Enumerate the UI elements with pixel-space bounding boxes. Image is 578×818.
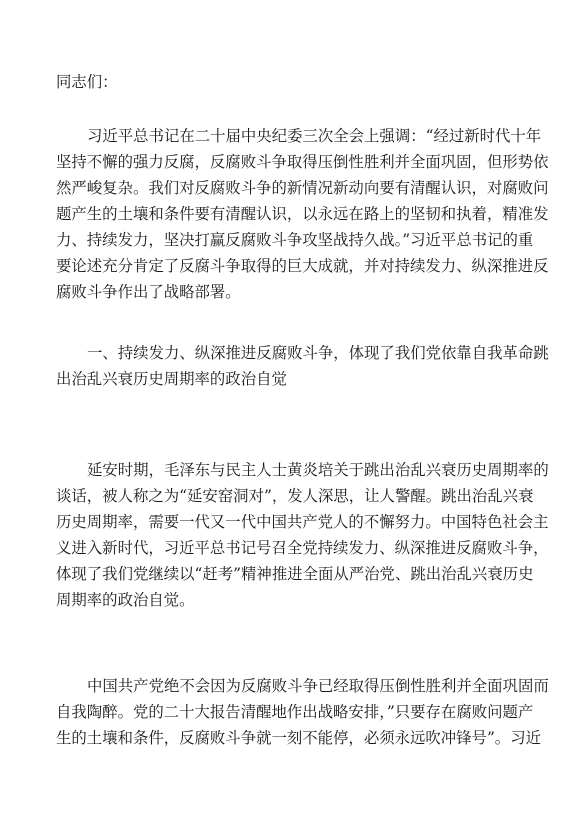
salutation-text: 同志们： bbox=[56, 73, 118, 91]
paragraph-1-line: 然严峻复杂。我们对反腐败斗争的新情况新动向要有清醒认识，对腐败问 bbox=[56, 179, 549, 197]
paragraph-2-line: 周期率的政治自觉。 bbox=[56, 591, 195, 609]
paragraph-1-line: 要论述充分肯定了反腐斗争取得的巨大成就，并对持续发力、纵深推进反 bbox=[56, 257, 549, 275]
section-heading-1-line: 一、持续发力、纵深推进反腐败斗争，体现了我们党依靠自我革命跳 bbox=[87, 344, 549, 362]
paragraph-3 bbox=[56, 673, 549, 751]
paragraph-2-line: 谈话，被人称之为“延安窑洞对”，发人深思，让人警醒。跳出治乱兴衰 bbox=[56, 487, 534, 505]
paragraph-2-line: 义进入新时代，习近平总书记号召全党持续发力、纵深推进反腐败斗争， bbox=[56, 539, 549, 557]
paragraph-3-line: 生的土壤和条件，反腐败斗争就一刻不能停，必须永远吹冲锋号”。习近 bbox=[56, 729, 541, 747]
section-heading-1 bbox=[56, 340, 549, 392]
paragraph-2 bbox=[56, 457, 549, 613]
section-heading-1-line: 出治乱兴衰历史周期率的政治自觉 bbox=[56, 370, 287, 388]
paragraph-1-line: 题产生的土壤和条件要有清醒认识，以永远在路上的坚韧和执着，精准发 bbox=[56, 205, 549, 223]
paragraph-1-line: 坚持不懈的强力反腐，反腐败斗争取得压倒性胜利并全面巩固，但形势依 bbox=[56, 153, 549, 171]
salutation bbox=[56, 69, 256, 95]
paragraph-2-line: 历史周期率，需要一代又一代中国共产党人的不懈努力。中国特色社会主 bbox=[56, 513, 549, 531]
paragraph-3-line: 自我陶醉。党的二十大报告清醒地作出战略安排，”只要存在腐败问题产 bbox=[56, 703, 534, 721]
paragraph-2-line: 延安时期，毛泽东与民主人士黄炎培关于跳出治乱兴衰历史周期率的 bbox=[87, 461, 549, 479]
paragraph-1-line: 腐败斗争作出了战略部署。 bbox=[56, 283, 241, 301]
paragraph-3-line: 中国共产党绝不会因为反腐败斗争已经取得压倒性胜利并全面巩固而 bbox=[87, 677, 549, 695]
paragraph-1-line: 力、持续发力，坚决打赢反腐败斗争攻坚战持久战。”习近平总书记的重 bbox=[56, 231, 534, 249]
paragraph-1 bbox=[56, 123, 549, 305]
paragraph-2-line: 体现了我们党继续以“赶考”精神推进全面从严治党、跳出治乱兴衰历史 bbox=[56, 565, 534, 583]
paragraph-1-line: 习近平总书记在二十届中央纪委三次全会上强调：“经过新时代十年 bbox=[87, 127, 542, 145]
